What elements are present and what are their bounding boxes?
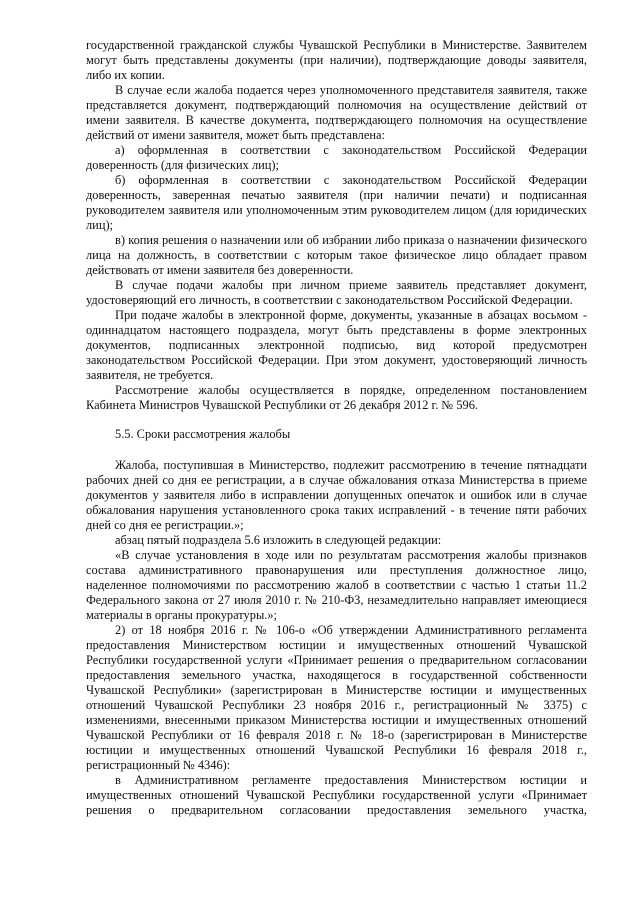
paragraph: Рассмотрение жалобы осуществляется в порядке, определенном постановлением Кабинета Министров Чувашской Республики от 26 декабря 2012 г. № 596. <box>86 383 587 412</box>
paragraph: В случае если жалоба подается через уполномоченного представителя заявителя, также представляется документ, подтверждающий полномочия на осуществление действий от имени заявителя. В качестве документа, подтверждающего полномочия на осуществление действий от имени заявителя, может быть представлена: <box>86 83 587 142</box>
paragraph: В случае подачи жалобы при личном приеме заявитель представляет документ, удостоверяющий его личность, в соответствии с законодательством Российской Федерации. <box>86 278 587 307</box>
list-item: б) оформленная в соответствии с законодательством Российской Федерации доверенность, заверенная печатью заявителя (при наличии печати) и подписанная руководителем заявителя или уполномоченным этим руководителем лицом (для юридических лиц); <box>86 173 587 232</box>
paragraph: абзац пятый подраздела 5.6 изложить в следующей редакции: <box>115 533 442 547</box>
paragraph: в Административном регламенте предоставления Министерством юстиции и имущественных отношений Чувашской Республики государственной услуги «Принимает решения о предварительном согласовании предоставления земельного участка, <box>86 773 587 817</box>
section-title: 5.5. Сроки рассмотрения жалобы <box>115 427 291 441</box>
paragraph: 2) от 18 ноября 2016 г. № 106-о «Об утверждении Административного регламента предоставления Министерством юстиции и имущественных отношений Чувашской Республики государственной услуги «Принимает решения о предварительном согласовании предоставления земельного участка, находящегося в государственной собственности Чувашской Республики» (зарегистрирован в Министерстве юстиции и имущественных отношений Чувашской Республики 23 ноября 2016 г., регистрационный № 3375) с изменениями, внесенными приказом Министерства юстиции и имущественных отношений Чувашской Республики от 16 февраля 2018 г. № 18-о (зарегистрирован в Министерстве юстиции и имущественных отношений Чувашской Республики 16 февраля 2018 г., регистрационный № 4346): <box>86 623 587 772</box>
paragraph: «В случае установления в ходе или по результатам рассмотрения жалобы признаков состава административного правонарушения или преступления должностное лицо, наделенное полномочиями по рассмотрению жалоб в соответствии с частью 1 статьи 11.2 Федерального закона от 27 июля 2010 г. № 210-ФЗ, незамедлительно направляет имеющиеся материалы в органы прокуратуры.»; <box>86 548 587 622</box>
list-item: в) копия решения о назначении или об избрании либо приказа о назначении физического лица на должность, в соответствии с которым такое физическое лицо обладает правом действовать от имени заявителя без доверенности. <box>86 233 587 277</box>
paragraph: Жалоба, поступившая в Министерство, подлежит рассмотрению в течение пятнадцати рабочих дней со дня ее регистрации, а в случае обжалования отказа Министерства в приеме документов у заявителя либо в исправлении допущенных опечаток и ошибок или в случае обжалования нарушения установленного срока таких исправлений - в течение пяти рабочих дней со дня ее регистрации.»; <box>86 458 587 532</box>
list-item: а) оформленная в соответствии с законодательством Российской Федерации доверенность (для физических лиц); <box>86 143 587 172</box>
paragraph: При подаче жалобы в электронной форме, документы, указанные в абзацах восьмом - одиннадцатом настоящего подраздела, могут быть представлены в форме электронных документов, подписанных электронной подписью, вид которой предусмотрен законодательством Российской Федерации. При этом документ, удостоверяющий личность заявителя, не требуется. <box>86 308 587 382</box>
paragraph: государственной гражданской службы Чувашской Республики в Министерстве. Заявителем могут быть представлены документы (при наличии), подтверждающие доводы заявителя, либо их копии. <box>86 38 587 82</box>
